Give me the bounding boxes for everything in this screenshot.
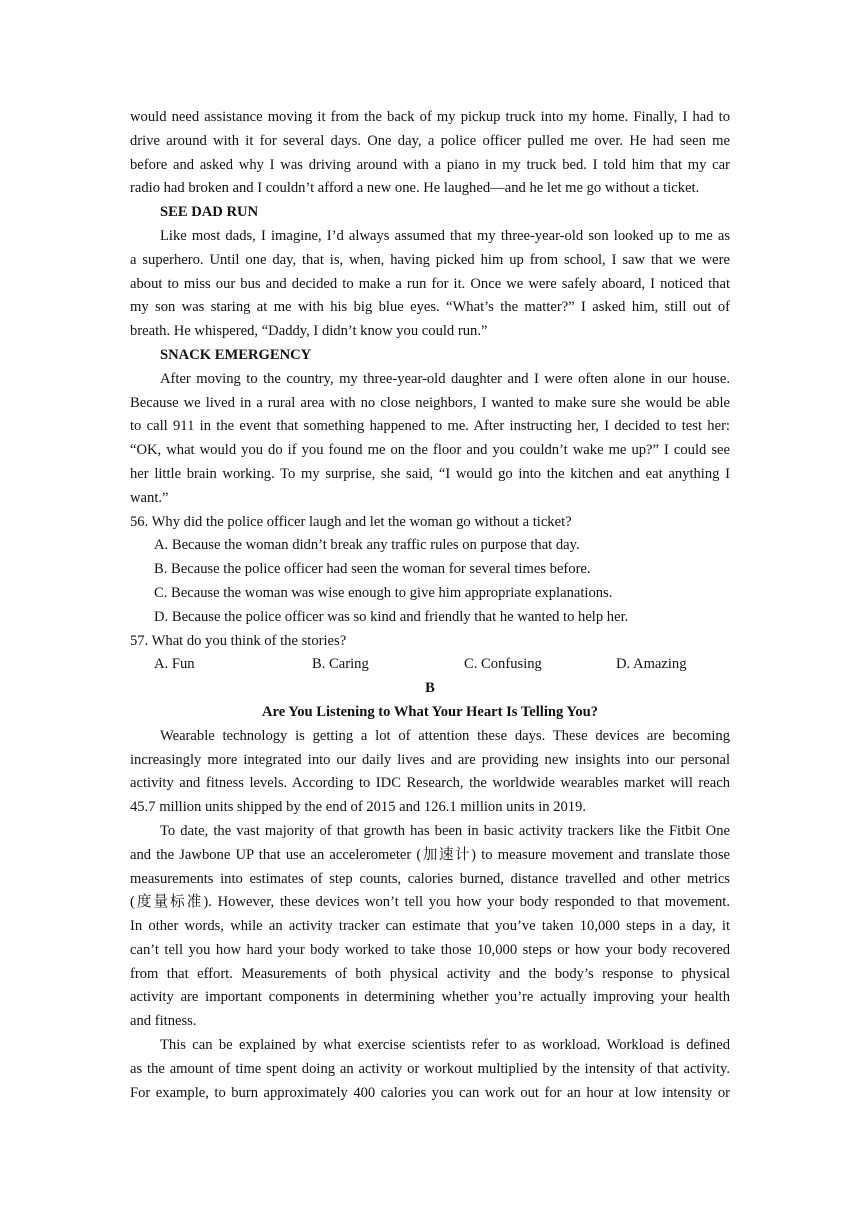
snack-paragraph <box>130 368 730 511</box>
options-row <box>130 653 730 677</box>
option-b: B. Because the police officer had seen the woman for several times before. <box>154 561 591 578</box>
text-line: about to miss our bus and decided to make a run for it. Once we were safely aboard, I noticed that <box>130 275 730 292</box>
text-line: increasingly more integrated into our daily lives and are providing new insights into our personal <box>130 751 730 768</box>
question-57 <box>130 630 730 678</box>
question-56 <box>130 511 730 630</box>
text-line: as the amount of time spent doing an activity or workout multiplied by the intensity of that activity. <box>130 1060 730 1077</box>
text-line: In other words, while an activity tracker can estimate that you’ve taken 10,000 steps in a day, it <box>130 918 730 935</box>
text-line: and the Jawbone UP that use an accelerometer (加速计) to measure movement and translate those <box>130 846 730 863</box>
text-line: Because we lived in a rural area with no close neighbors, I wanted to make sure she would be able <box>130 394 730 411</box>
option-a: A. Because the woman didn’t break any traffic rules on purpose that day. <box>154 537 580 554</box>
text-line: drive around with it for several days. One day, a police officer pulled me over. He had seen me <box>130 132 730 149</box>
text-line: can’t tell you how hard your body worked to take those 10,000 steps or how your body recovered <box>130 941 730 958</box>
question-stem: 56. Why did the police officer laugh and let the woman go without a ticket? <box>130 513 572 530</box>
text-line: 45.7 million units shipped by the end of 2015 and 126.1 million units in 2019. <box>130 799 587 816</box>
section-label: B <box>425 680 435 697</box>
text-line: a superhero. Until one day, that is, when, having picked him up from school, I saw that we were <box>130 251 730 268</box>
text-line: before and asked why I was driving around with a piano in my truck bed. I told him that my car <box>130 156 730 173</box>
dad-run-paragraph <box>130 225 730 344</box>
article-title: Are You Listening to What Your Heart Is Telling You? <box>261 703 599 720</box>
text-line: To date, the vast majority of that growth has been in basic activity trackers like the Fitbit One <box>160 822 730 839</box>
text-line: her little brain working. To my surprise, she said, “I would go into the kitchen and eat anything I <box>130 465 730 482</box>
text-line: want.” <box>130 489 169 506</box>
text-line: For example, to burn approximately 400 calories you can work out for an hour at low intensity or <box>130 1084 730 1101</box>
text-line: activity are important components in determining whether you’re actually improving your health <box>130 989 730 1006</box>
story-heading-snack-emergency: SNACK EMERGENCY <box>160 346 312 363</box>
text-line: to call 911 in the event that something happened to me. After instructing her, I decided to test her: <box>130 418 730 435</box>
text-line: and fitness. <box>130 1013 197 1030</box>
option-d: D. Amazing <box>616 656 687 673</box>
story-heading-see-dad-run: SEE DAD RUN <box>160 204 259 221</box>
text-line: from that effort. Measurements of both physical activity and the body’s response to physical <box>130 965 730 982</box>
text-line: activity and fitness levels. According to IDC Research, the worldwide wearables market will reach <box>130 775 730 792</box>
option-b: B. Caring <box>312 656 369 673</box>
option-d: D. Because the police officer was so kind and friendly that he wanted to help her. <box>154 608 629 625</box>
text-line: This can be explained by what exercise scientists refer to as workload. Workload is defined <box>160 1037 730 1054</box>
text-line: “OK, what would you do if you found me on the floor and you couldn’t wake me up?” I could see <box>130 442 730 459</box>
option-c: C. Because the woman was wise enough to give him appropriate explanations. <box>154 584 613 601</box>
article-paragraph-1 <box>130 725 730 820</box>
document-body <box>130 106 730 1105</box>
option-a: A. Fun <box>154 656 195 673</box>
text-line: radio had broken and I couldn’t afford a new one. He laughed—and he let me go without a ticket. <box>130 180 700 197</box>
option-c: C. Confusing <box>464 656 542 673</box>
text-line: Wearable technology is getting a lot of attention these days. These devices are becoming <box>160 727 730 744</box>
article-paragraph-3 <box>130 1034 730 1105</box>
text-line: would need assistance moving it from the back of my pickup truck into my home. Finally, I had to <box>130 109 730 125</box>
text-line: Like most dads, I imagine, I’d always assumed that my three-year-old son looked up to me as <box>160 227 730 244</box>
text-line: (度量标准). However, these devices won’t tell you how your body responded to that movement. <box>130 894 730 911</box>
question-stem: 57. What do you think of the stories? <box>130 632 347 649</box>
article-paragraph-2 <box>130 820 730 1034</box>
text-line: my son was staring at me with his big blue eyes. “What’s the matter?” I asked him, still out of <box>130 299 730 316</box>
text-line: measurements into estimates of step counts, calories burned, distance travelled and other metrics <box>130 870 730 887</box>
piano-story-paragraph <box>130 106 730 201</box>
text-line: breath. He whispered, “Daddy, I didn’t know you could run.” <box>130 323 488 340</box>
text-line: After moving to the country, my three-year-old daughter and I were often alone in our house. <box>160 370 730 387</box>
